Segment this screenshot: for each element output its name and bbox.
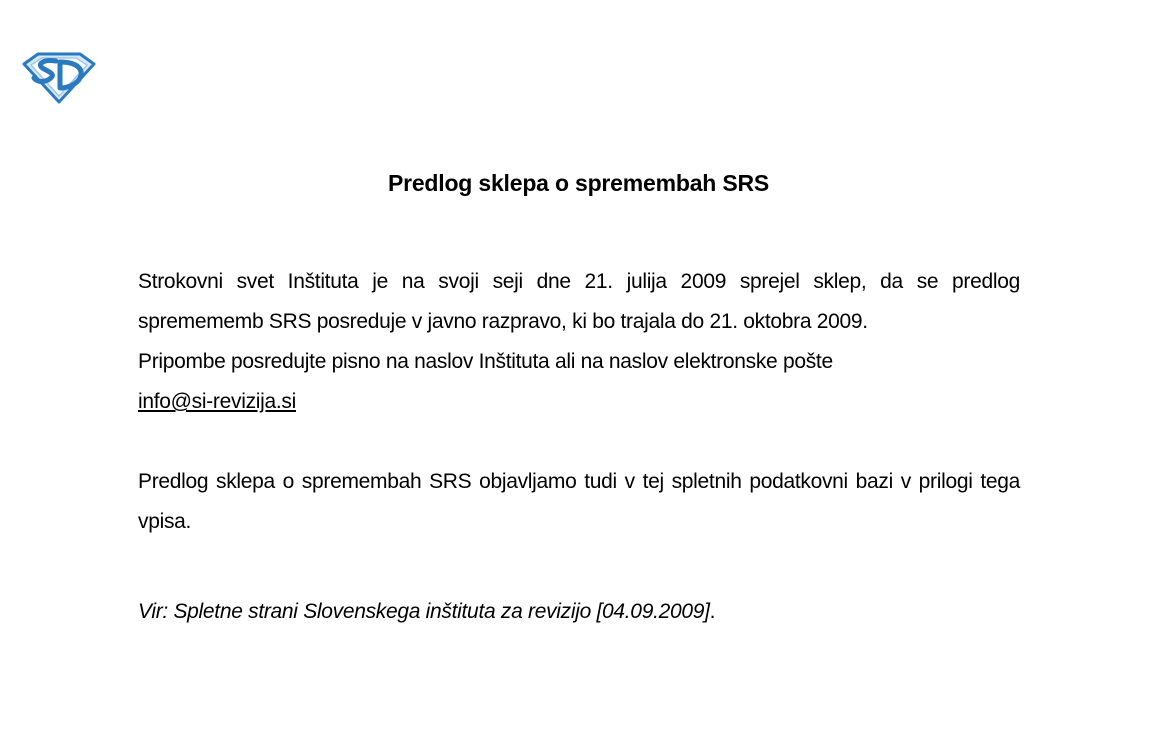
announcement-paragraph (138, 262, 1020, 422)
source-text: Vir: Spletne strani Slovenskega inštituta za revizijo [04.09.2009] (138, 600, 710, 623)
source-suffix: . (709, 600, 716, 623)
email-link[interactable]: info@si-revizija.si (138, 390, 296, 413)
document-title: Predlog sklepa o spremembah SRS (387, 170, 770, 196)
comments-instruction: Pripombe posredujte pisno na naslov Inštituta ali na naslov elektronske pošte (138, 350, 833, 373)
document-body (138, 262, 1020, 542)
publication-paragraph: Predlog sklepa o spremembah SRS objavljamo tudi v tej spletnih podatkovni bazi v prilogi tega vpisa. (138, 470, 1020, 533)
sd-logo-icon (22, 50, 96, 104)
source-citation (138, 600, 715, 624)
announcement-sentence: Strokovni svet Inštituta je na svoji seji dne 21. julija 2009 sprejel sklep, da se predlog spremememb SRS posreduje v javno razpravo, ki bo trajala do 21. oktobra 2009. (138, 270, 1020, 333)
